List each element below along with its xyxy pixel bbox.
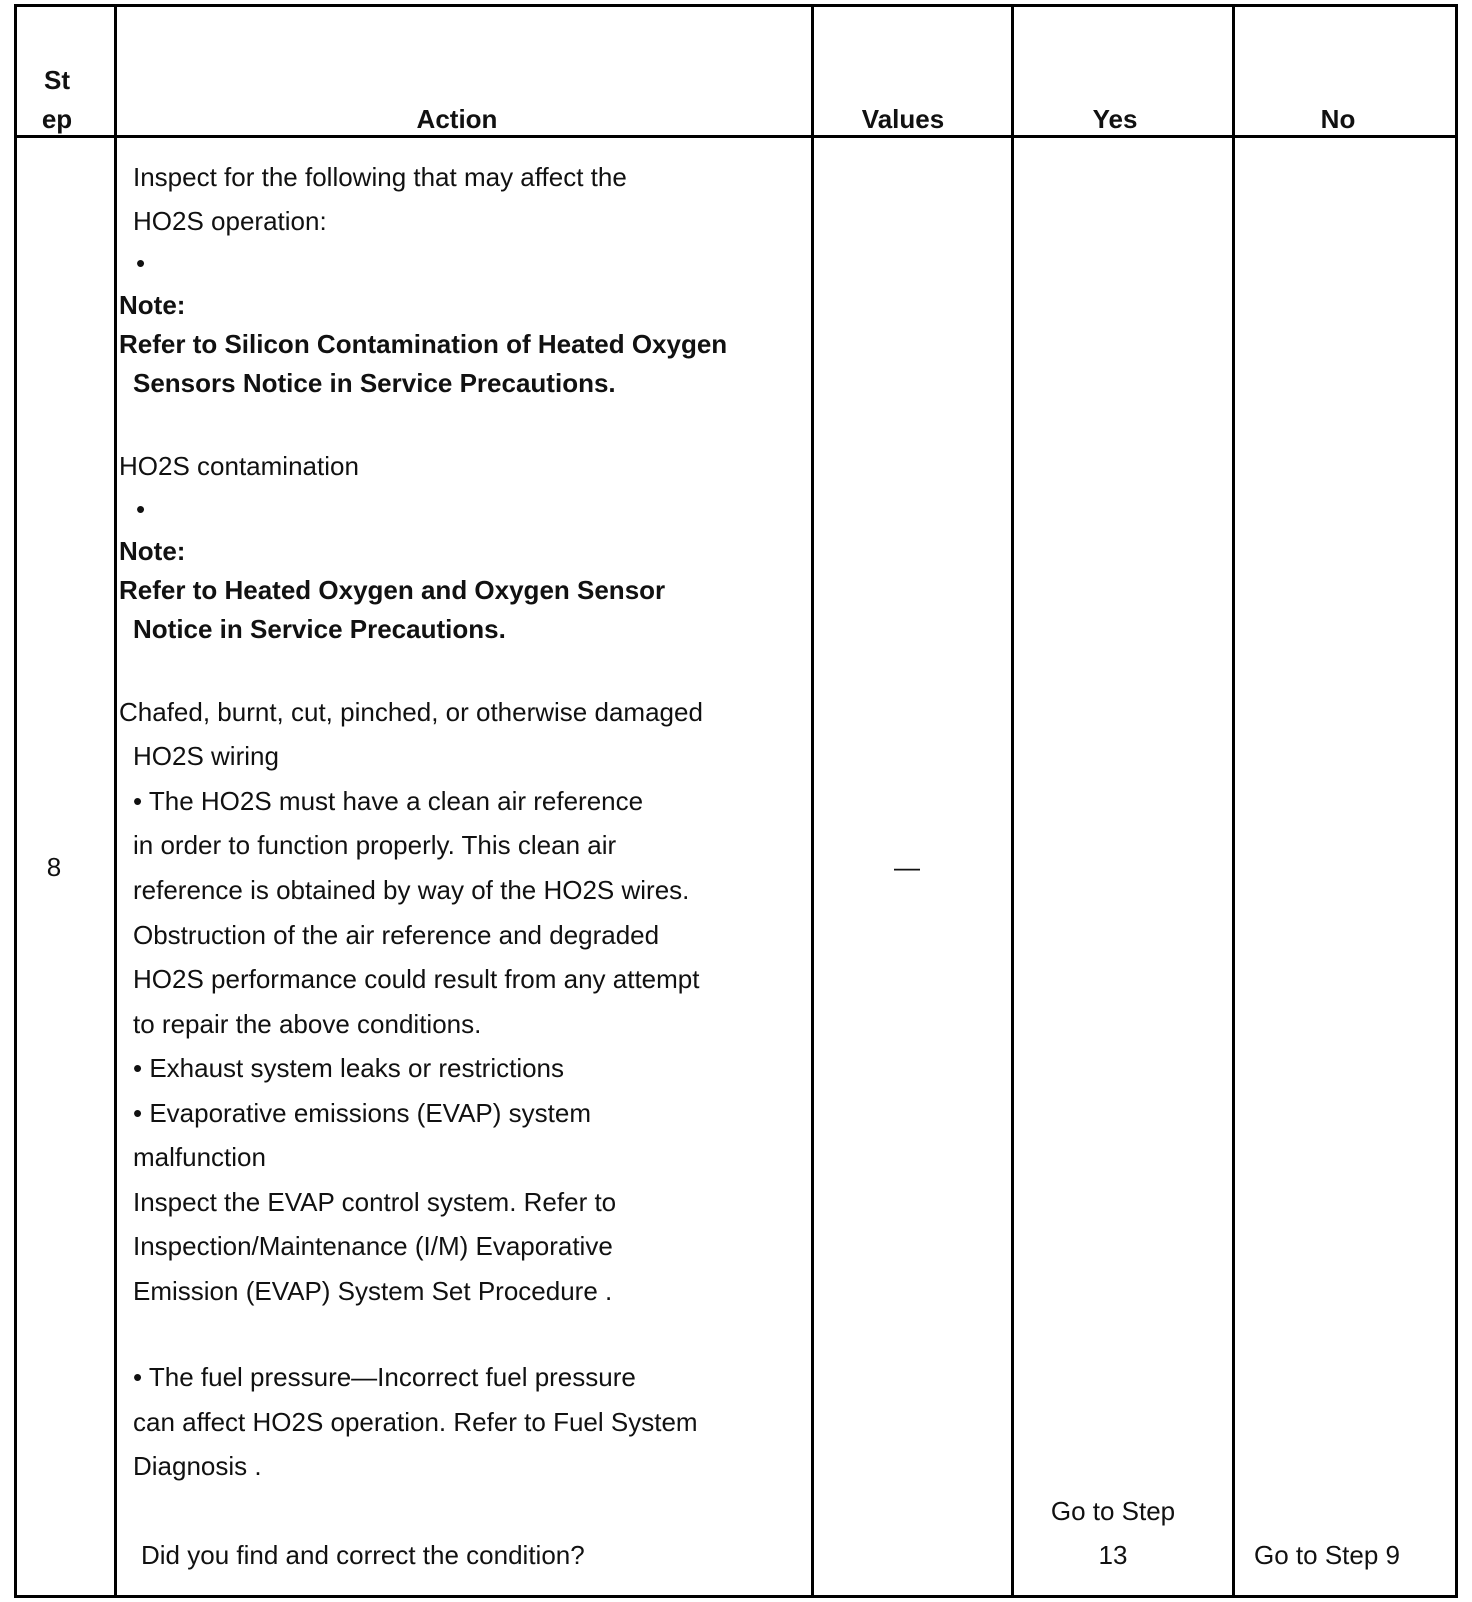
chafed-line1: Chafed, burnt, cut, pinched, or otherwise damaged [119, 697, 703, 727]
air-reference-line1: • The HO2S must have a clean air reference [133, 786, 644, 816]
header-no: No [1320, 104, 1356, 134]
exhaust-leaks: • Exhaust system leaks or restrictions [133, 1053, 565, 1083]
bullet-1: • [136, 248, 146, 278]
air-reference-line4: Obstruction of the air reference and degraded [133, 920, 660, 950]
header-step-line2: ep [41, 104, 73, 134]
inspect-evap-line3: Emission (EVAP) System Set Procedure . [133, 1276, 613, 1306]
air-reference-line2: in order to function properly. This clean air [133, 830, 617, 860]
values-dash: — [894, 852, 920, 882]
inspect-evap-line1: Inspect the EVAP control system. Refer to [133, 1187, 617, 1217]
table-right-border [1455, 4, 1458, 1598]
air-reference-line6: to repair the above conditions. [133, 1009, 482, 1039]
column-divider-values [1011, 4, 1014, 1598]
bullet-2: • [136, 494, 146, 524]
fuel-pressure-line1: • The fuel pressure—Incorrect fuel pressure [133, 1362, 636, 1392]
no-go-to-step: Go to Step 9 [1254, 1540, 1400, 1570]
fuel-pressure-line2: can affect HO2S operation. Refer to Fuel System [133, 1407, 698, 1437]
note-2-line1: Refer to Heated Oxygen and Oxygen Sensor [119, 575, 666, 605]
note-1-line2: Sensors Notice in Service Precautions. [133, 368, 616, 398]
header-yes: Yes [1092, 104, 1138, 134]
header-bottom-border [14, 135, 1458, 138]
header-step-line1: St [44, 65, 70, 95]
table-bottom-border [14, 1595, 1458, 1598]
chafed-line2: HO2S wiring [133, 741, 279, 771]
header-action: Action [416, 104, 498, 134]
air-reference-line3: reference is obtained by way of the HO2S wires. [133, 875, 690, 905]
table-top-border [14, 4, 1458, 7]
column-divider-step [114, 4, 117, 1598]
ho2s-contamination: HO2S contamination [119, 451, 359, 481]
question: Did you find and correct the condition? [141, 1540, 585, 1570]
note-2-line2: Notice in Service Precautions. [133, 614, 506, 644]
evap-line2: malfunction [133, 1142, 266, 1172]
step-number: 8 [46, 852, 62, 882]
note-1-line1: Refer to Silicon Contamination of Heated Oxygen [119, 329, 728, 359]
column-divider-action [811, 4, 814, 1598]
note-2-label: Note: [119, 536, 186, 566]
evap-line1: • Evaporative emissions (EVAP) system [133, 1098, 591, 1128]
action-intro-line2: HO2S operation: [133, 206, 327, 236]
yes-go-to-step-line2: 13 [1098, 1540, 1128, 1570]
table-left-border [14, 4, 17, 1598]
column-divider-yes [1232, 4, 1235, 1598]
yes-go-to-step-line1: Go to Step [1050, 1496, 1176, 1526]
action-intro-line1: Inspect for the following that may affect the [133, 162, 627, 192]
fuel-pressure-line3: Diagnosis . [133, 1451, 262, 1481]
air-reference-line5: HO2S performance could result from any attempt [133, 964, 700, 994]
inspect-evap-line2: Inspection/Maintenance (I/M) Evaporative [133, 1231, 613, 1261]
header-values: Values [861, 104, 945, 134]
note-1-label: Note: [119, 290, 186, 320]
